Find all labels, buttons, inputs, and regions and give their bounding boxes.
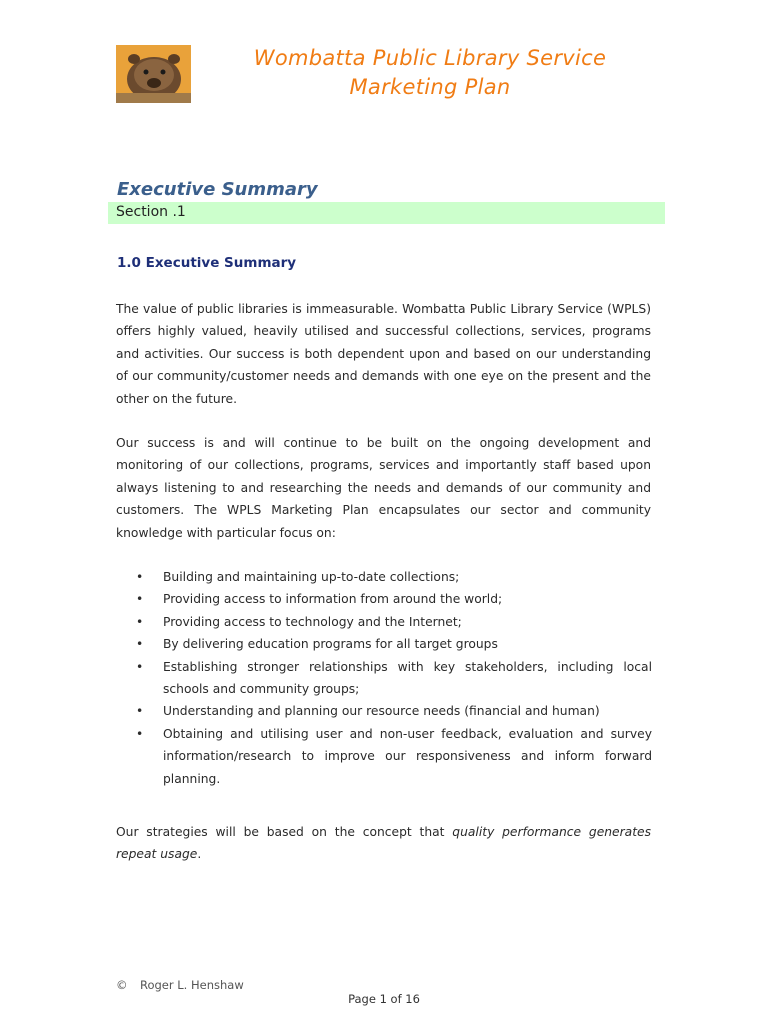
paragraph-3 <box>116 821 651 866</box>
bullet-icon: • <box>136 592 144 607</box>
document-title <box>205 44 655 102</box>
wombat-photo-icon <box>116 45 191 103</box>
title-line-2: Marketing Plan <box>349 75 511 99</box>
list-item <box>134 566 652 588</box>
section-bar <box>108 202 665 224</box>
list-item <box>134 700 652 722</box>
bullet-icon: • <box>136 570 144 584</box>
bullet-icon: • <box>136 614 144 629</box>
list-item-text: Understanding and planning our resource needs (financial and human) <box>163 704 600 719</box>
bullet-icon: • <box>136 726 144 741</box>
paragraph-3-end: . <box>197 847 202 862</box>
bullet-icon: • <box>136 637 144 652</box>
list-item-text: Providing access to information from around the world; <box>163 592 503 607</box>
footer-copyright <box>116 978 244 992</box>
paragraph-3-lead: Our strategies will be based on the concept that <box>116 825 453 839</box>
paragraph-2: Our success is and will continue to be built on the ongoing development and monitoring of our collections, programs, services and importantly staff based upon always listening to and researching the needs and demands of our community and customers. The WPLS Marketing Plan encapsulates our sector and community knowledge with particular focus on: <box>116 436 651 540</box>
paragraph-1: The value of public libraries is immeasurable. Wombatta Public Library Service (WPLS) offers highly valued, heavily utilised and successful collections, services, programs and activities. Our success is both dependent upon and based on our understanding of our community/customer needs and demands with one eye on the present and the other on the future. <box>116 302 651 406</box>
paragraph-3-emphasis: quality performance generates repeat usage <box>116 825 651 862</box>
focus-bullet-list <box>134 566 652 790</box>
list-item <box>134 588 652 610</box>
title-line-1: Wombatta Public Library Service <box>253 46 607 70</box>
list-item-text: Providing access to technology and the Internet; <box>163 614 462 629</box>
copyright-icon: © <box>116 978 128 992</box>
list-item <box>134 611 652 633</box>
list-item-text: Establishing stronger relationships with key stakeholders, including local schools and community groups; <box>163 659 652 697</box>
list-item-text: Obtaining and utilising user and non-user feedback, evaluation and survey information/research to improve our responsiveness and inform forward planning. <box>163 726 652 786</box>
list-item <box>134 656 652 701</box>
footer-author: Roger L. Henshaw <box>140 978 244 992</box>
list-item <box>134 723 652 790</box>
list-item-text: By delivering education programs for all target groups <box>163 637 498 652</box>
subsection-heading: 1.0 Executive Summary <box>117 255 297 271</box>
bullet-icon: • <box>136 704 144 719</box>
list-item-text: Building and maintaining up-to-date collections; <box>163 570 460 584</box>
section-label: Section .1 <box>116 204 186 220</box>
bullet-icon: • <box>136 659 144 674</box>
page-number: Page 1 of 16 <box>348 992 420 1006</box>
section-heading: Executive Summary <box>117 179 318 200</box>
list-item <box>134 633 652 655</box>
